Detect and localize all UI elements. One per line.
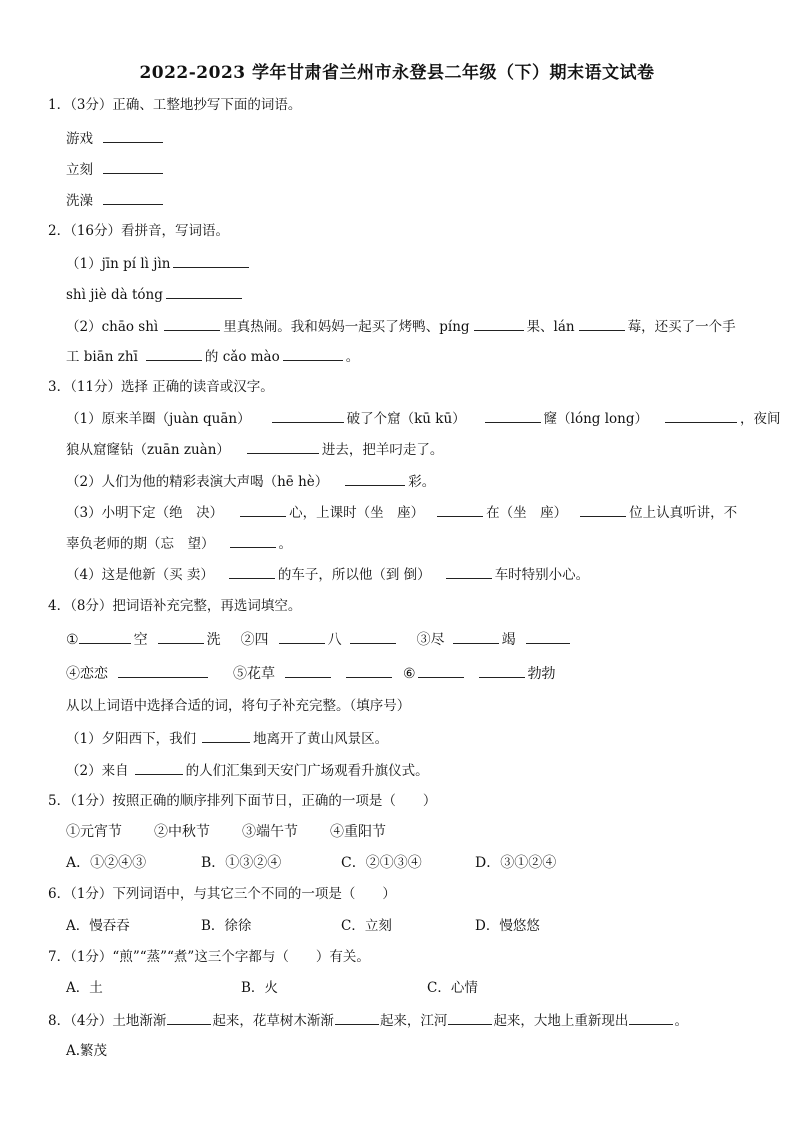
sentence-text: ，夜间 (740, 411, 781, 427)
idiom-number: ⑥ (403, 666, 416, 682)
idiom-char: ②四 (240, 632, 269, 648)
sentence-text: 果、lán (526, 319, 575, 335)
sentence-text: 彩。 (408, 474, 436, 490)
sentence-text: 莓，还买了一个手 (627, 319, 736, 335)
q5-stem: 5．（1分）按照正确的顺序排列下面节日，正确的一项是（ ） (48, 793, 437, 809)
festival-item: ③端午节 (242, 824, 298, 840)
answer-blank[interactable] (166, 285, 242, 299)
choice-option[interactable]: A．土 (66, 980, 103, 996)
idiom-char: ③尽 (416, 632, 445, 648)
q4-idiom-row (66, 664, 556, 683)
answer-blank[interactable] (526, 630, 570, 644)
q8-stem (48, 1011, 688, 1030)
idiom-char: ④恋恋 (66, 666, 108, 682)
answer-blank[interactable] (272, 409, 344, 423)
q7-options (66, 979, 478, 997)
idiom-char: ⑤花草 (233, 666, 275, 682)
sentence-text: 位上认真听讲，不 (629, 505, 738, 521)
q4-sentence (66, 729, 388, 748)
q1-word: 游戏 (66, 131, 93, 147)
sentence-text: （4）这是他新（买 卖） (66, 567, 214, 583)
answer-blank[interactable] (279, 630, 325, 644)
sentence-text: 心，上课时（坐 座） (289, 505, 425, 521)
pinyin-text: 工 biān zhī (66, 349, 138, 365)
answer-blank[interactable] (346, 664, 392, 678)
festival-item: ④重阳节 (330, 824, 386, 840)
answer-blank[interactable] (448, 1011, 492, 1025)
q2-line (66, 347, 359, 366)
pinyin-text: （2）chāo shì (66, 319, 159, 335)
answer-blank[interactable] (345, 472, 405, 486)
choice-option[interactable]: B．①③②④ (201, 855, 282, 871)
choice-option[interactable]: D．③①②④ (475, 855, 557, 871)
festival-item: ①元宵节 (66, 824, 122, 840)
q6-options (66, 917, 540, 935)
answer-blank[interactable] (665, 409, 737, 423)
q3-line (66, 409, 781, 428)
q2-line (66, 285, 245, 304)
answer-blank[interactable] (350, 630, 396, 644)
idiom-char: 空 (133, 632, 148, 648)
q4-sentence (66, 761, 429, 780)
q1-stem: 1．（3分）正确、工整地抄写下面的词语。 (48, 97, 302, 113)
answer-blank[interactable] (580, 503, 626, 517)
q2-line (66, 254, 252, 273)
page-title: 2022-2023 学年甘肃省兰州市永登县二年级（下）期末语文试卷 (139, 63, 655, 83)
sentence-text: 。 (345, 349, 360, 365)
idiom-number: ① (66, 632, 79, 648)
choice-option[interactable]: A．慢吞吞 (66, 918, 130, 934)
sentence-text: 车时特别小心。 (494, 567, 590, 583)
q3-line (66, 534, 292, 553)
q1-word: 洗澡 (66, 193, 93, 209)
q8-option[interactable]: A.繁茂 (66, 1043, 108, 1059)
answer-blank[interactable] (479, 664, 525, 678)
answer-blank[interactable] (103, 160, 163, 174)
sentence-text: 的车子，所以他（到 倒） (277, 567, 431, 583)
sentence-text: （1）原来羊圈（juàn quān） (66, 411, 251, 427)
sentence-text: 窿（lóng long） (543, 411, 648, 427)
sentence-text: （2）人们为他的精彩表演大声喝（hē hè） (66, 474, 329, 490)
sentence-text: 起来，大地上重新现出 (493, 1013, 629, 1029)
sentence-text: 里真热闹。我和妈妈一起买了烤鸭、píng (223, 319, 470, 335)
answer-blank[interactable] (335, 1011, 379, 1025)
choice-option[interactable]: B．火 (241, 980, 278, 996)
sentence-text: 在（坐 座） (486, 505, 568, 521)
answer-blank[interactable] (285, 664, 331, 678)
sentence-text: 进去，把羊叼走了。 (321, 442, 444, 458)
q2-stem: 2．（16分）看拼音，写词语。 (48, 223, 230, 239)
q7-stem: 7．（1分）“煎”“蒸”“煮”这三个字都与（ ）有关。 (48, 949, 370, 965)
choice-option[interactable]: B．徐徐 (201, 918, 252, 934)
choice-option[interactable]: C．心情 (427, 980, 478, 996)
q1-word: 立刻 (66, 162, 93, 178)
sentence-text: 地离开了黄山风景区。 (253, 731, 389, 747)
answer-blank[interactable] (103, 129, 163, 143)
answer-blank[interactable] (474, 317, 524, 331)
sentence-text: 狼从窟窿钻（zuān zuàn） (66, 442, 230, 458)
q2-line (66, 317, 736, 336)
q4-instruction: 从以上词语中选择合适的词，将句子补充完整。（填序号） (66, 698, 411, 714)
pinyin-text: 的 cǎo mào (204, 349, 280, 365)
answer-blank[interactable] (146, 347, 202, 361)
sentence-text: 8．（4分）土地渐渐 (48, 1013, 167, 1029)
sentence-text: 起来，花草树木渐渐 (212, 1013, 334, 1029)
answer-blank[interactable] (485, 409, 541, 423)
choice-option[interactable]: C．②①③④ (341, 855, 422, 871)
answer-blank[interactable] (579, 317, 625, 331)
answer-blank[interactable] (158, 630, 204, 644)
answer-blank[interactable] (164, 317, 220, 331)
pinyin-text: （1）jīn pí lì jìn (66, 256, 171, 272)
answer-blank[interactable] (437, 503, 483, 517)
sentence-text: 辜负老师的期（忘 望） (66, 536, 215, 552)
q3-line (66, 472, 435, 491)
answer-blank[interactable] (247, 440, 319, 454)
answer-blank[interactable] (240, 503, 286, 517)
pinyin-text: shì jiè dà tóng (66, 287, 163, 303)
sentence-text: 。 (674, 1013, 688, 1029)
idiom-char: 勃勃 (527, 666, 556, 682)
answer-blank[interactable] (283, 347, 343, 361)
q1-word-row (66, 160, 166, 179)
q1-word-row (66, 191, 166, 210)
answer-blank[interactable] (230, 534, 276, 548)
q4-idiom-row (66, 630, 573, 649)
answer-blank[interactable] (103, 191, 163, 205)
sentence-text: 的人们汇集到天安门广场观看升旗仪式。 (185, 763, 429, 779)
choice-option[interactable]: A．①②④③ (66, 855, 147, 871)
sentence-text: （3）小明下定（绝 决） (66, 505, 224, 521)
q4-stem: 4．（8分）把词语补充完整，再选词填空。 (48, 598, 302, 614)
q3-line (66, 565, 589, 584)
idiom-char: 八 (327, 632, 342, 648)
q5-options (66, 854, 556, 872)
sentence-text: （2）来自 (66, 763, 129, 779)
answer-blank[interactable] (135, 761, 183, 775)
answer-blank[interactable] (118, 664, 208, 678)
choice-option[interactable]: D．慢悠悠 (475, 918, 540, 934)
choice-option[interactable]: C．立刻 (341, 918, 392, 934)
answer-blank[interactable] (173, 254, 249, 268)
idiom-char: 洗 (206, 632, 221, 648)
answer-blank[interactable] (418, 664, 464, 678)
q3-line (66, 440, 443, 459)
idiom-char: 竭 (501, 632, 516, 648)
q1-word-row (66, 129, 166, 148)
answer-blank[interactable] (79, 630, 131, 644)
answer-blank[interactable] (202, 729, 250, 743)
sentence-text: 起来，江河 (379, 1013, 448, 1029)
sentence-text: （1）夕阳西下，我们 (66, 731, 197, 747)
answer-blank[interactable] (629, 1011, 673, 1025)
answer-blank[interactable] (229, 565, 275, 579)
answer-blank[interactable] (167, 1011, 211, 1025)
answer-blank[interactable] (453, 630, 499, 644)
q5-items (66, 823, 386, 841)
q6-stem: 6．（1分）下列词语中，与其它三个不同的一项是（ ） (48, 886, 396, 902)
festival-item: ②中秋节 (154, 824, 210, 840)
sentence-text: 破了个窟（kū kū） (346, 411, 466, 427)
q3-stem: 3．（11分）选择 正确的读音或汉字。 (48, 379, 274, 395)
sentence-text: 。 (278, 536, 292, 552)
q3-line (66, 503, 737, 522)
answer-blank[interactable] (446, 565, 492, 579)
